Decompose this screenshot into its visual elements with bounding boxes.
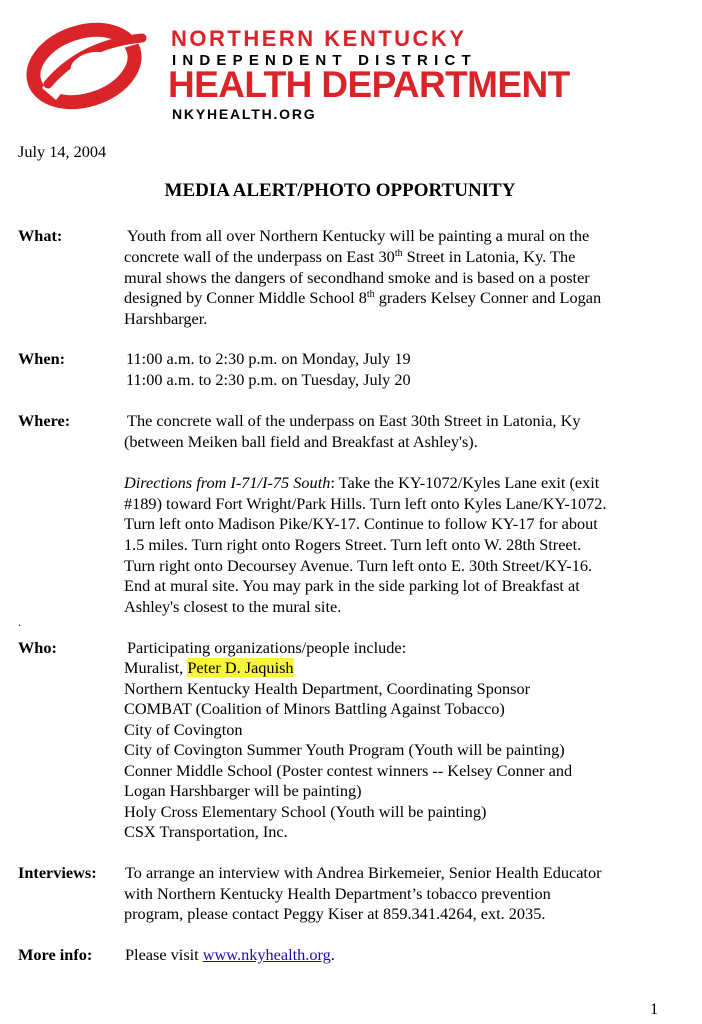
directions-line: 1.5 miles. Turn right onto Rogers Street. Turn left onto W. 28th Street. <box>124 535 582 554</box>
directions-line: End at mural site. You may park in the side parking lot of Breakfast at <box>124 576 580 595</box>
what-line: concrete wall of the underpass on East 30th Street in Latonia, Ky. The <box>124 247 576 266</box>
who-item: Logan Harshbarger will be painting) <box>124 781 362 800</box>
directions-line: Turn right onto Decoursey Avenue. Turn left onto E. 30th Street/KY-16. <box>124 556 593 575</box>
more-info-label: More info: <box>18 945 93 964</box>
what-line: Harshbarger. <box>124 309 208 328</box>
page-number: 1 <box>650 999 659 1018</box>
who-muralist: Muralist, Peter D. Jaquish <box>124 658 294 677</box>
who-item: City of Covington <box>124 720 243 739</box>
org-name-line3: HEALTH DEPARTMENT <box>168 64 570 105</box>
what-line: mural shows the dangers of secondhand smoke and is based on a poster <box>124 268 590 287</box>
what-line: designed by Conner Middle School 8th graders Kelsey Conner and Logan <box>124 288 602 307</box>
when-label: When: <box>18 349 66 368</box>
org-name-line1: NORTHERN KENTUCKY <box>171 26 467 51</box>
who-item: Holy Cross Elementary School (Youth will be painting) <box>124 802 487 821</box>
interviews-label: Interviews: <box>18 863 97 882</box>
document-title: MEDIA ALERT/PHOTO OPPORTUNITY <box>164 180 516 201</box>
who-label: Who: <box>18 638 57 657</box>
interviews-line: To arrange an interview with Andrea Birkemeier, Senior Health Educator <box>125 863 602 882</box>
where-line: (between Meiken ball field and Breakfast at Ashley's). <box>124 432 478 451</box>
stray-mark: . <box>18 615 21 629</box>
directions-line: Turn left onto Madison Pike/KY-17. Continue to follow KY-17 for about <box>124 514 598 533</box>
when-line: 11:00 a.m. to 2:30 p.m. on Monday, July 19 <box>126 349 411 368</box>
interviews-line: program, please contact Peggy Kiser at 859.341.4264, ext. 2035. <box>124 904 546 923</box>
who-item: City of Covington Summer Youth Program (Youth will be painting) <box>124 740 565 759</box>
who-item: COMBAT (Coalition of Minors Battling Against Tobacco) <box>124 699 505 718</box>
interviews-line: with Northern Kentucky Health Department’s tobacco prevention <box>124 884 551 903</box>
directions-label: Directions from I-71/I-75 South <box>124 473 331 492</box>
directions-line: Directions from I-71/I-75 South: Take the KY-1072/Kyles Lane exit (exit <box>124 473 600 492</box>
who-intro: Participating organizations/people include: <box>127 638 407 657</box>
where-label: Where: <box>18 411 71 430</box>
who-item: Conner Middle School (Poster contest winners -- Kelsey Conner and <box>124 761 573 780</box>
who-item: Northern Kentucky Health Department, Coordinating Sponsor <box>124 679 531 698</box>
what-line: Youth from all over Northern Kentucky will be painting a mural on the <box>127 226 590 245</box>
document-date: July 14, 2004 <box>18 142 107 161</box>
swoosh-logo-icon <box>22 18 152 118</box>
directions-line: Ashley's closest to the mural site. <box>124 597 342 616</box>
directions-line: #189) toward Fort Wright/Park Hills. Turn left onto Kyles Lane/KY-1072. <box>124 494 607 513</box>
muralist-name-highlight: Peter D. Jaquish <box>187 658 294 677</box>
more-info-line: Please visit www.nkyhealth.org. <box>125 945 335 964</box>
who-item: CSX Transportation, Inc. <box>124 822 288 841</box>
where-line: The concrete wall of the underpass on East 30th Street in Latonia, Ky <box>127 411 581 430</box>
org-name-line2: INDEPENDENT DISTRICT <box>172 52 477 69</box>
what-label: What: <box>18 226 63 245</box>
when-line: 11:00 a.m. to 2:30 p.m. on Tuesday, July 20 <box>126 370 411 389</box>
website-link[interactable]: www.nkyhealth.org <box>202 945 331 964</box>
org-url: NKYHEALTH.ORG <box>172 106 317 122</box>
